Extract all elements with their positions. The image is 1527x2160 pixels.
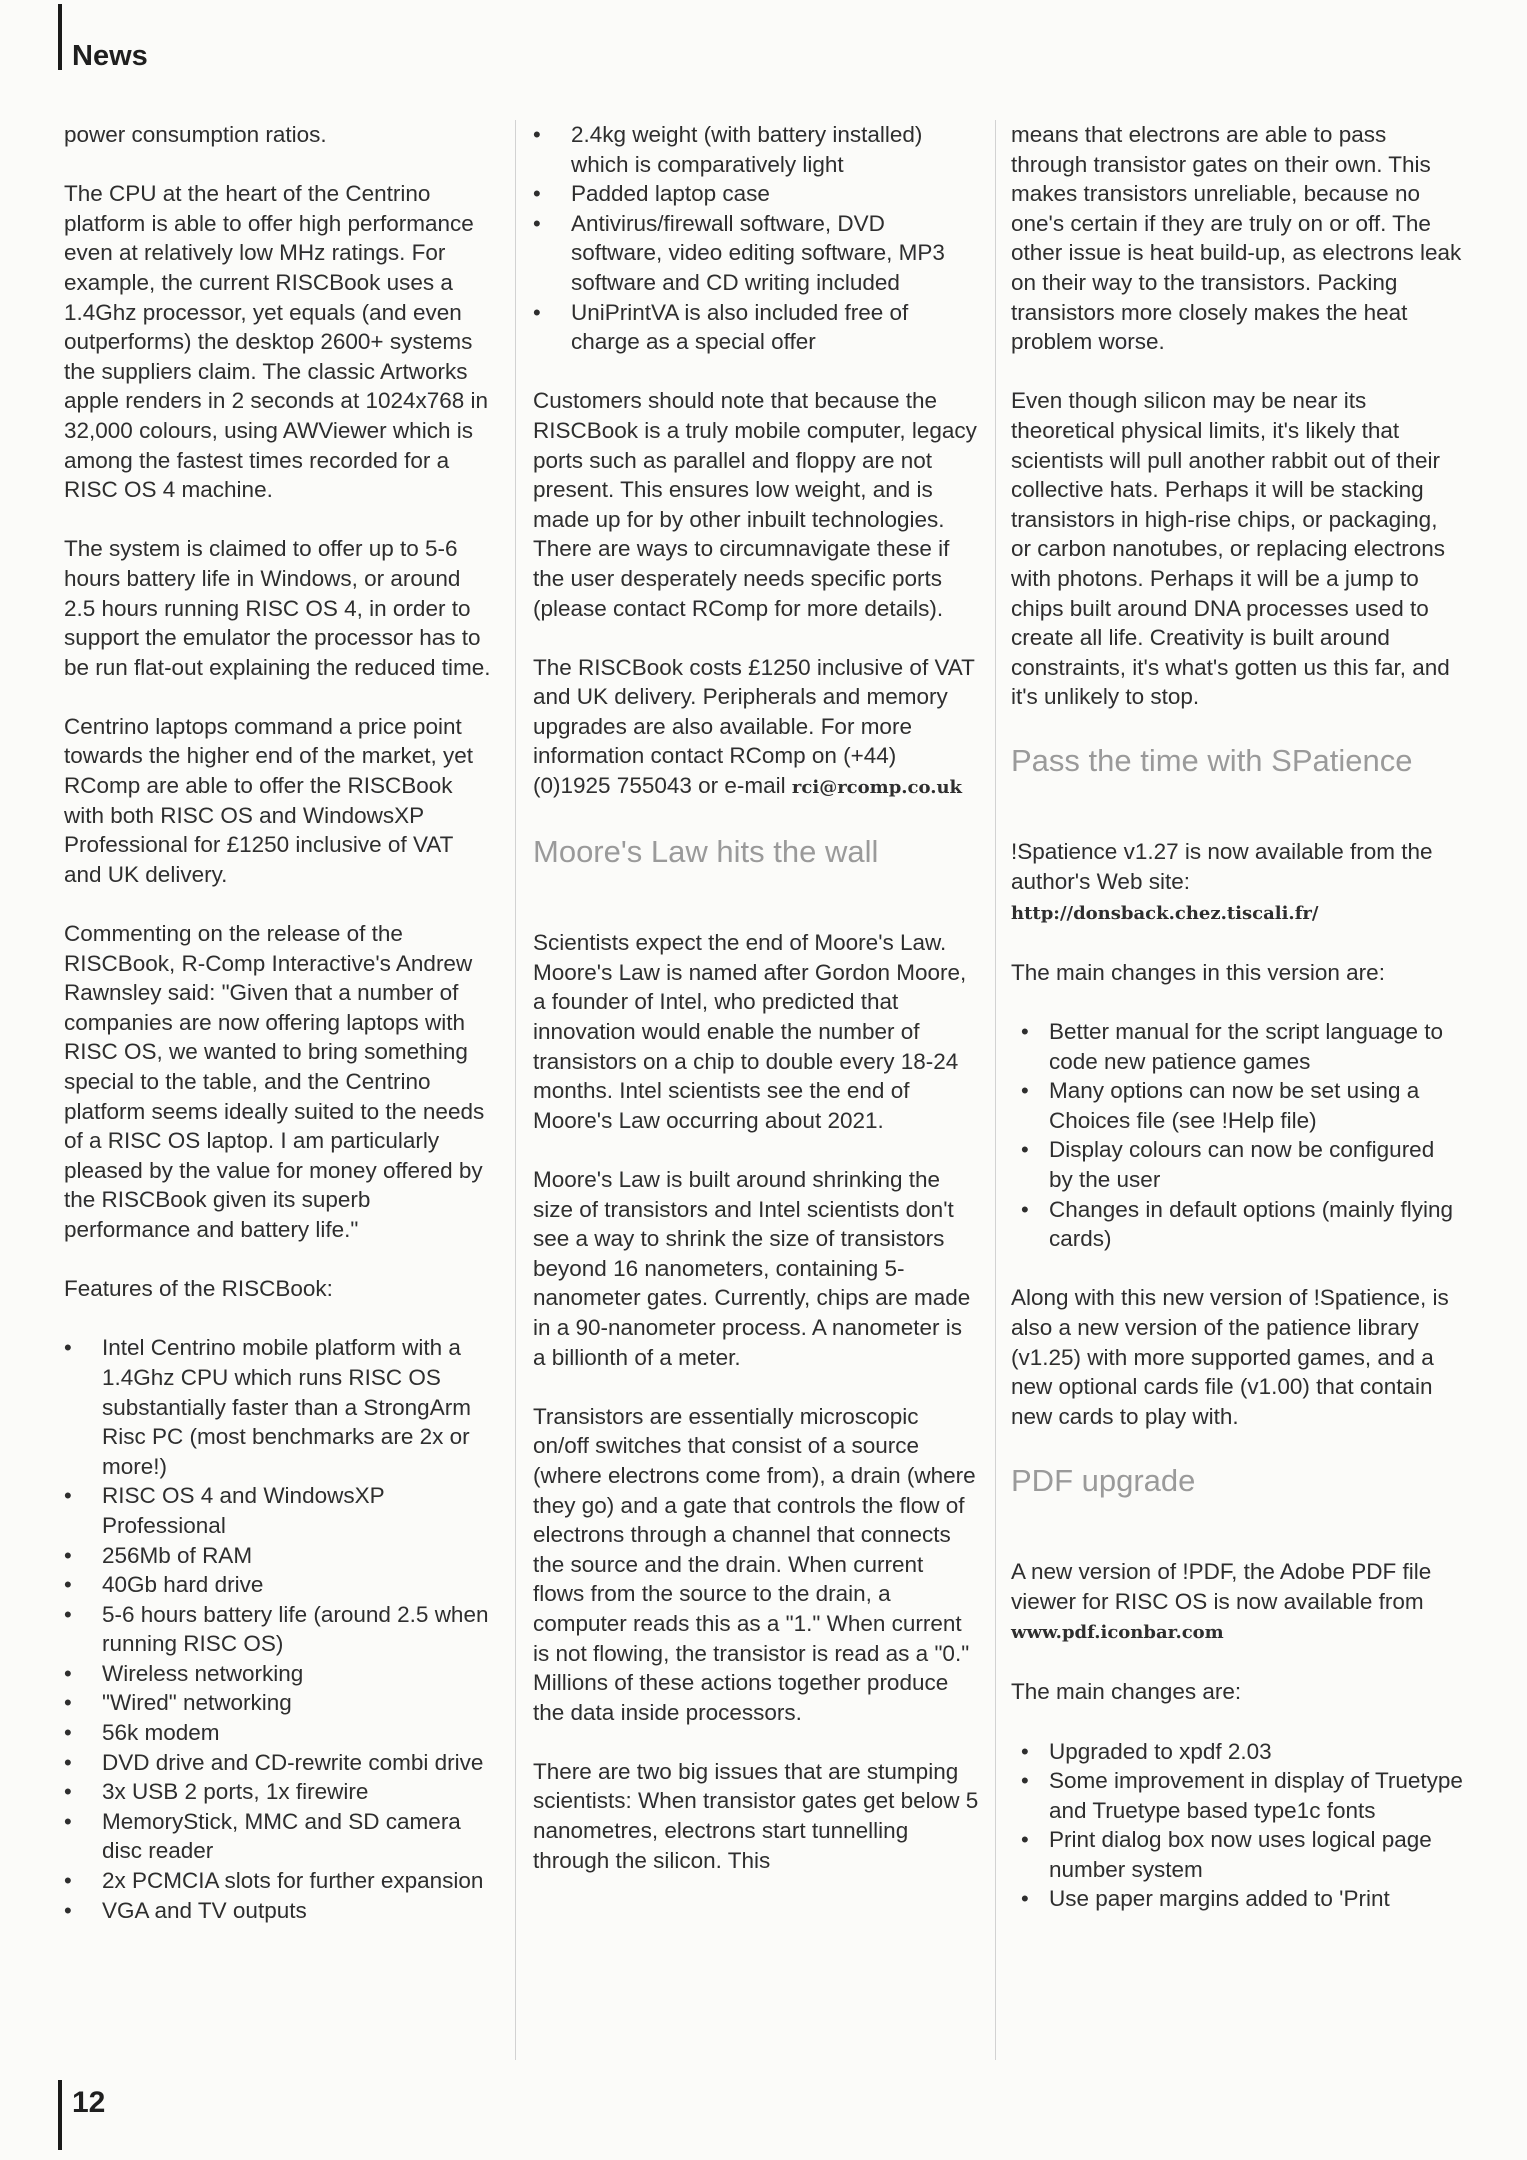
changes-list-pdf [1011, 1737, 1463, 1915]
list-item: • DVD drive and CD-rewrite combi drive [64, 1748, 496, 1778]
list-item: • 40Gb hard drive [64, 1570, 496, 1600]
features-list [64, 1333, 496, 1925]
page-number-rule [58, 2080, 62, 2150]
list-item: • Changes in default options (mainly flying cards) [1011, 1195, 1463, 1254]
paragraph [1011, 837, 1463, 928]
list-item: • 56k modem [64, 1718, 496, 1748]
list-item: • 3x USB 2 ports, 1x firewire [64, 1777, 496, 1807]
availability-text: !Spatience v1.27 is now available from the author's Web site: [1011, 839, 1433, 895]
paragraph: Even though silicon may be near its theoretical physical limits, it's likely that scientists will pull another rabbit out of their collective hats. Perhaps it will be stacking transistors in high-rise chips, or packaging, or carbon nanotubes, or replacing electrons with photons. Perhaps it will be a jump to chips built around DNA processes used to create all life. Creativity is built around constraints, it's what's gotten us this far, and it's unlikely to stop. [1011, 388, 1450, 710]
paragraph: Customers should note that because the RISCBook is a truly mobile computer, legacy ports such as parallel and floppy are not present. This ensures low weight, and is made up for by other inbuilt technologies. There are ways to circumnavigate these if the user desperately needs specific ports (please contact RComp for more details). [533, 388, 977, 621]
paragraph: The CPU at the heart of the Centrino platform is able to offer high performance even at relatively low MHz ratings. For example, the current RISCBook uses a 1.4Ghz processor, yet equals (and even outperforms) the desktop 2600+ systems the suppliers claim. The classic Artworks apple renders in 2 seconds at 1024x768 in 32,000 colours, using AWViewer which is among the fastest times recorded for a RISC OS 4 machine. [64, 181, 489, 503]
column-2 [533, 120, 980, 1905]
list-item: • Display colours can now be configured by the user [1011, 1135, 1463, 1194]
changes-list-spatience [1011, 1017, 1463, 1254]
paragraph: Moore's Law is built around shrinking the size of transistors and Intel scientists don't see a way to shrink the size of transistors beyond 16 nanometers, containing 5-nanometer gates. Currently, chips are made in a 90-nanometer process. A nanometer is a billionth of a meter. [533, 1167, 971, 1370]
list-item: • Upgraded to xpdf 2.03 [1011, 1737, 1463, 1767]
list-item: • RISC OS 4 and WindowsXP Professional [64, 1481, 496, 1540]
pdf-availability-text: A new version of !PDF, the Adobe PDF file viewer for RISC OS is now available from [1011, 1558, 1432, 1614]
section-label: News [72, 40, 148, 72]
list-item: • Some improvement in display of Truetype and Truetype based type1c fonts [1011, 1766, 1463, 1825]
list-item: • Better manual for the script language to code new patience games [1011, 1017, 1463, 1076]
list-item: • Padded laptop case [533, 179, 980, 209]
paragraph: Transistors are essentially microscopic on/off switches that consist of a source (where electrons come from), a drain (where they go) and a gate that controls the flow of electrons through a channel that connects the source and the drain. When current flows from the source to the drain, a computer reads this as a "1." When current is not flowing, the transistor is read as a "0." Millions of these actions together produce the data inside processors. [533, 1403, 976, 1725]
page-number: 12 [72, 2086, 106, 2119]
section-rule [58, 4, 62, 70]
paragraph: The main changes in this version are: [1011, 959, 1385, 985]
list-item: • Wireless networking [64, 1659, 496, 1689]
features-intro: Features of the RISCBook: [64, 1276, 333, 1302]
list-item: • "Wired" networking [64, 1688, 496, 1718]
list-item: • 256Mb of RAM [64, 1541, 496, 1571]
list-item: • Use paper margins added to 'Print [1011, 1884, 1463, 1914]
column-divider-1 [515, 120, 516, 2060]
pdf-website-link[interactable]: www.pdf.iconbar.com [1011, 1622, 1224, 1644]
list-item: • 5-6 hours battery life (around 2.5 when running RISC OS) [64, 1600, 496, 1659]
list-item: • UniPrintVA is also included free of charge as a special offer [533, 298, 980, 357]
list-item: • Many options can now be set using a Choices file (see !Help file) [1011, 1076, 1463, 1135]
list-item: • Print dialog box now uses logical page number system [1011, 1825, 1463, 1884]
list-item: • MemoryStick, MMC and SD camera disc reader [64, 1807, 496, 1866]
article-heading-moores-law: Moore's Law hits the wall [533, 834, 879, 870]
website-link[interactable]: http://donsback.chez.tiscali.fr/ [1011, 902, 1319, 924]
list-item: • Antivirus/firewall software, DVD software, video editing software, MP3 software and CD writing included [533, 209, 980, 298]
paragraph: Scientists expect the end of Moore's Law. Moore's Law is named after Gordon Moore, a founder of Intel, who predicted that innovation would enable the number of transistors on a chip to double every 18-24 months. Intel scientists see the end of Moore's Law occurring about 2021. [533, 930, 967, 1133]
article-heading-pdf: PDF upgrade [1011, 1462, 1196, 1498]
paragraph: The main changes are: [1011, 1679, 1242, 1705]
paragraph: Centrino laptops command a price point towards the higher end of the market, yet RComp are able to offer the RISCBook with both RISC OS and WindowsXP Professional for £1250 inclusive of VAT and UK delivery. [64, 713, 473, 887]
paragraph: means that electrons are able to pass through transistor gates on their own. This makes transistors unreliable, because no one's certain if they are truly on or off. The other issue is heat build-up, as electrons leak on their way to the transistors. Packing transistors more closely makes the heat problem worse. [1011, 122, 1462, 355]
paragraph: power consumption ratios. [64, 122, 327, 147]
features-list-continued [533, 120, 980, 357]
column-1 [64, 120, 496, 1955]
column-divider-2 [995, 120, 996, 2060]
price-text: The RISCBook costs £1250 inclusive of VAT and UK delivery. Peripherals and memory upgrades are also available. For more information contact RComp on (+44) (0)1925 755043 or e-mail [533, 654, 975, 799]
list-item: • VGA and TV outputs [64, 1896, 496, 1926]
column-3 [1011, 120, 1463, 1944]
paragraph [533, 653, 980, 803]
list-item: • 2x PCMCIA slots for further expansion [64, 1866, 496, 1896]
list-item: • 2.4kg weight (with battery installed) which is comparatively light [533, 120, 980, 179]
email-link[interactable]: rci@rcomp.co.uk [791, 777, 963, 799]
quote-paragraph: Commenting on the release of the RISCBook, R-Comp Interactive's Andrew Rawnsley said: "Given that a number of companies are now offering laptops with RISC OS, we wanted to bring something special to the table, and the Centrino platform seems ideally suited to the needs of a RISC OS laptop. I am particularly pleased by the value for money offered by the RISCBook given its superb performance and battery life." [64, 921, 485, 1242]
paragraph: The system is claimed to offer up to 5-6 hours battery life in Windows, or around 2.5 hours running RISC OS 4, in order to support the emulator the processor has to be run flat-out explaining the reduced time. [64, 536, 491, 680]
paragraph: Along with this new version of !Spatience, is also a new version of the patience library (v1.25) with more supported games, and a new optional cards file (v1.00) that contain new cards to play with. [1011, 1285, 1449, 1429]
article-heading-spatience: Pass the time with SPatience [1011, 743, 1413, 779]
paragraph: There are two big issues that are stumping scientists: When transistor gates get below 5 nanometres, electrons start tunnelling through the silicon. This [533, 1758, 979, 1873]
paragraph [1011, 1557, 1463, 1648]
list-item: • Intel Centrino mobile platform with a 1.4Ghz CPU which runs RISC OS substantially faster than a StrongArm Risc PC (most benchmarks are 2x or more!) [64, 1333, 496, 1481]
